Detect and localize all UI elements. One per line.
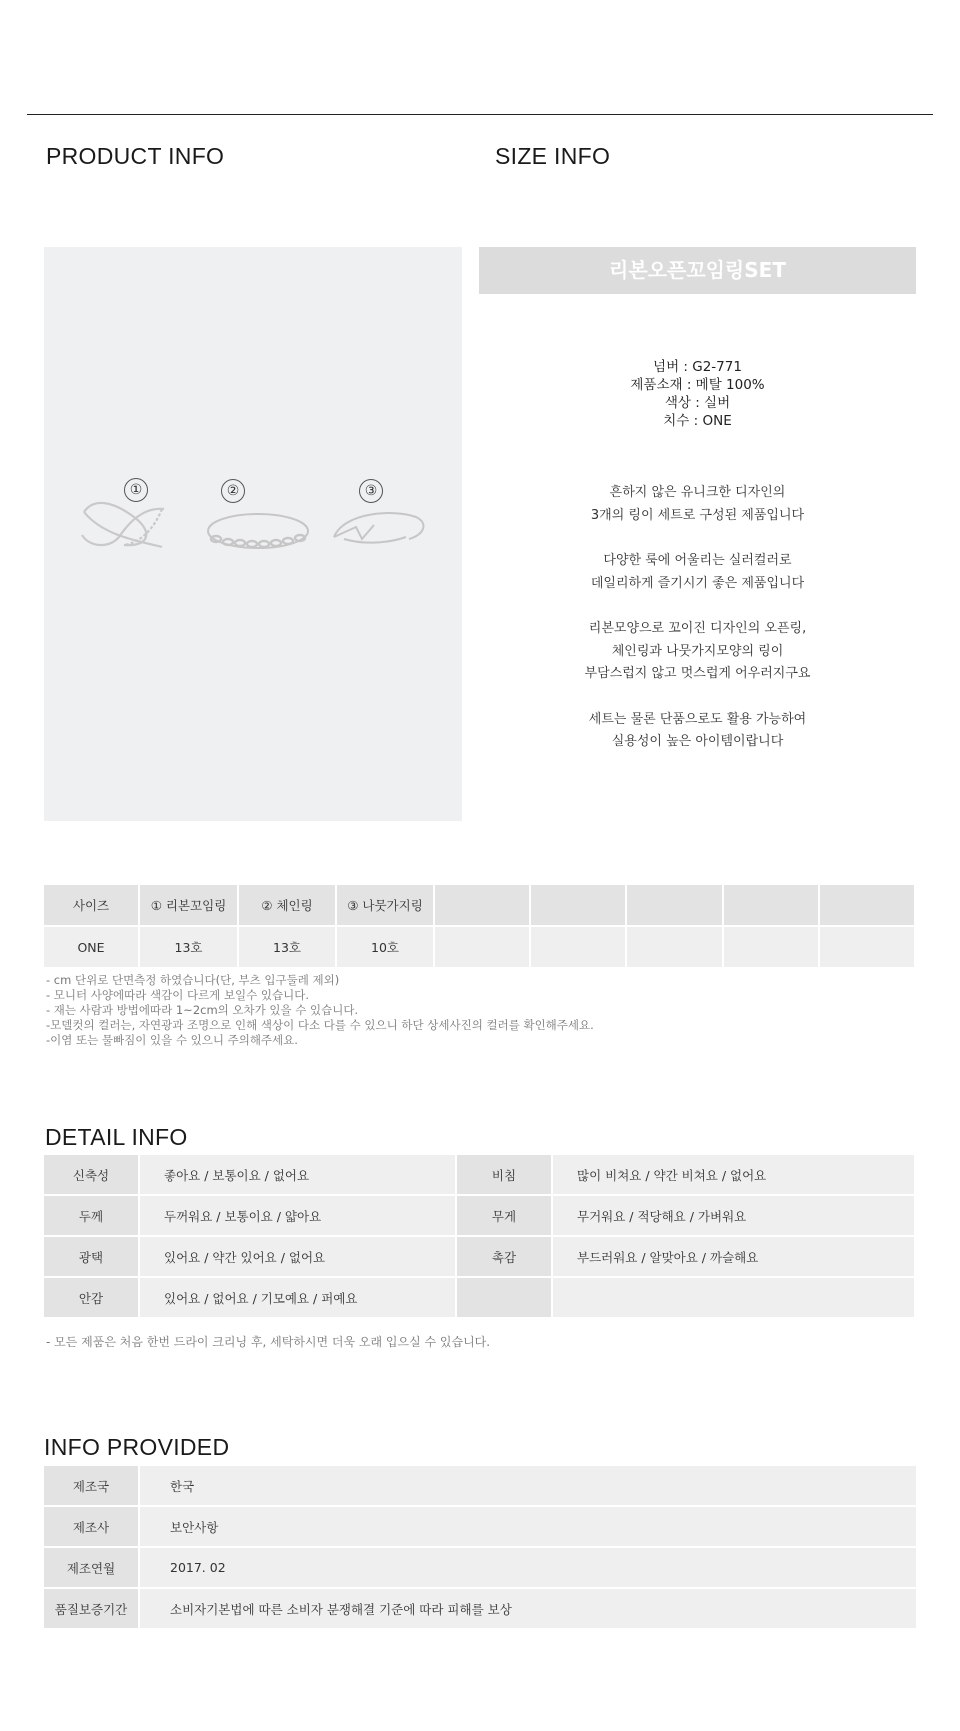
detail-value: 많이 비쳐요 / 약간 비쳐요 / 없어요 — [552, 1155, 915, 1195]
detail-note: - 모든 제품은 처음 한번 드라이 크리닝 후, 세탁하시면 더욱 오래 입으실 수 있습니다. — [46, 1335, 491, 1349]
info-row — [44, 1547, 916, 1588]
product-photo — [44, 247, 462, 821]
info-provided-heading: INFO PROVIDED — [44, 1434, 230, 1460]
info-value: 소비자기본법에 따른 소비자 분쟁해결 기준에 따라 피해를 보상 — [139, 1588, 916, 1629]
detail-table — [44, 1155, 916, 1319]
ring-number-1: ① — [124, 478, 148, 502]
detail-key: 안감 — [44, 1277, 139, 1318]
size-header-cell — [723, 885, 819, 926]
size-header-cell — [819, 885, 915, 926]
description-line: 실용성이 높은 아이템이랍니다 — [611, 734, 784, 749]
spec-material: 제품소재 : 메탈 100% — [630, 377, 765, 393]
spec-size: 치수 : ONE — [663, 413, 732, 429]
info-key: 제조사 — [44, 1506, 139, 1547]
size-header-cell: ③ 나뭇가지링 — [336, 885, 434, 926]
description-line: 3개의 링이 세트로 구성된 제품입니다 — [590, 507, 805, 523]
detail-row — [44, 1155, 915, 1195]
size-note: -이염 또는 물빠짐이 있을 수 있으니 주의해주세요. — [46, 1033, 298, 1047]
size-value-cell: ONE — [44, 926, 139, 968]
detail-value: 부드러워요 / 알맞아요 / 까슬해요 — [552, 1236, 915, 1277]
size-value-cell: 10호 — [336, 926, 434, 968]
size-header-cell: 사이즈 — [44, 885, 139, 926]
description-line: 부담스럽지 않고 멋스럽게 어우러지구요 — [584, 666, 811, 681]
detail-key: 신축성 — [44, 1155, 139, 1195]
size-table — [44, 885, 916, 969]
description-line: 데일리하게 즐기시기 좋은 제품입니다 — [590, 575, 805, 591]
description-paragraph — [479, 618, 916, 686]
description-paragraph — [479, 550, 916, 595]
detail-value: 있어요 / 없어요 / 기모예요 / 퍼예요 — [139, 1277, 456, 1318]
info-value: 한국 — [139, 1466, 916, 1506]
ribbon-ring — [82, 503, 164, 545]
size-table-row — [44, 926, 915, 968]
ring-number-3: ③ — [359, 479, 383, 503]
size-table-header — [44, 885, 915, 926]
size-value-cell — [530, 926, 626, 968]
detail-value: 좋아요 / 보통이요 / 없어요 — [139, 1155, 456, 1195]
info-key: 품질보증기간 — [44, 1588, 139, 1629]
size-value-cell: 13호 — [238, 926, 336, 968]
size-notes — [46, 973, 594, 1048]
branch-ring — [334, 513, 423, 539]
description-line: 체인링과 나뭇가지모양의 링이 — [611, 643, 784, 659]
info-value: 보안사항 — [139, 1506, 916, 1547]
info-key: 제조연월 — [44, 1547, 139, 1588]
description-line: 세트는 물론 단품으로도 활용 가능하여 — [588, 711, 807, 727]
size-value-cell — [626, 926, 722, 968]
detail-key: 두께 — [44, 1195, 139, 1236]
spec-color: 색상 : 실버 — [664, 395, 731, 411]
size-value-cell — [819, 926, 915, 968]
detail-value: 두꺼워요 / 보통이요 / 얇아요 — [139, 1195, 456, 1236]
size-header-cell — [434, 885, 530, 926]
size-info-heading: SIZE INFO — [495, 143, 611, 169]
info-row — [44, 1506, 916, 1547]
detail-row — [44, 1236, 915, 1277]
detail-row — [44, 1277, 915, 1318]
product-description — [479, 482, 916, 777]
detail-key: 촉감 — [456, 1236, 552, 1277]
description-paragraph — [479, 709, 916, 754]
detail-info-heading: DETAIL INFO — [45, 1124, 188, 1150]
rings-illustration — [44, 247, 462, 821]
detail-value: 있어요 / 약간 있어요 / 없어요 — [139, 1236, 456, 1277]
detail-key — [456, 1277, 552, 1318]
detail-value: 무거워요 / 적당해요 / 가벼워요 — [552, 1195, 915, 1236]
ring-number-2: ② — [221, 479, 245, 503]
description-line: 흔하지 않은 유니크한 디자인의 — [609, 485, 786, 500]
description-line: 다양한 룩에 어울리는 실러컬러로 — [603, 553, 792, 568]
size-note: - 재는 사람과 방법에따라 1~2cm의 오차가 있을 수 있습니다. — [46, 1003, 359, 1017]
product-info-heading: PRODUCT INFO — [46, 143, 225, 169]
detail-value — [552, 1277, 915, 1318]
size-header-cell — [626, 885, 722, 926]
size-note: - 모니터 사양에따라 색감이 다르게 보일수 있습니다. — [46, 988, 310, 1002]
info-row — [44, 1588, 916, 1629]
size-note: -모델컷의 컬러는, 자연광과 조명으로 인해 색상이 다소 다를 수 있으니 하단 상세사진의 컬러를 확인해주세요. — [46, 1018, 594, 1032]
size-value-cell: 13호 — [139, 926, 238, 968]
top-divider — [27, 114, 933, 115]
product-specs — [479, 358, 916, 430]
info-table — [44, 1466, 916, 1630]
size-header-cell: ② 체인링 — [238, 885, 336, 926]
size-value-cell — [723, 926, 819, 968]
size-header-cell: ① 리본꼬임링 — [139, 885, 238, 926]
size-note: - cm 단위로 단면측정 하였습니다(단, 부츠 입구둘레 제외) — [46, 973, 340, 987]
product-name-bar: 리본오픈꼬임링SET — [479, 247, 916, 294]
description-paragraph — [479, 482, 916, 527]
detail-key: 비침 — [456, 1155, 552, 1195]
description-line: 리본모양으로 꼬이진 디자인의 오픈링, — [588, 621, 807, 636]
spec-number: 넘버 : G2-771 — [653, 359, 742, 375]
size-value-cell — [434, 926, 530, 968]
info-value: 2017. 02 — [139, 1547, 916, 1588]
detail-key: 무게 — [456, 1195, 552, 1236]
detail-row — [44, 1195, 915, 1236]
size-header-cell — [530, 885, 626, 926]
info-row — [44, 1466, 916, 1506]
detail-key: 광택 — [44, 1236, 139, 1277]
info-key: 제조국 — [44, 1466, 139, 1506]
